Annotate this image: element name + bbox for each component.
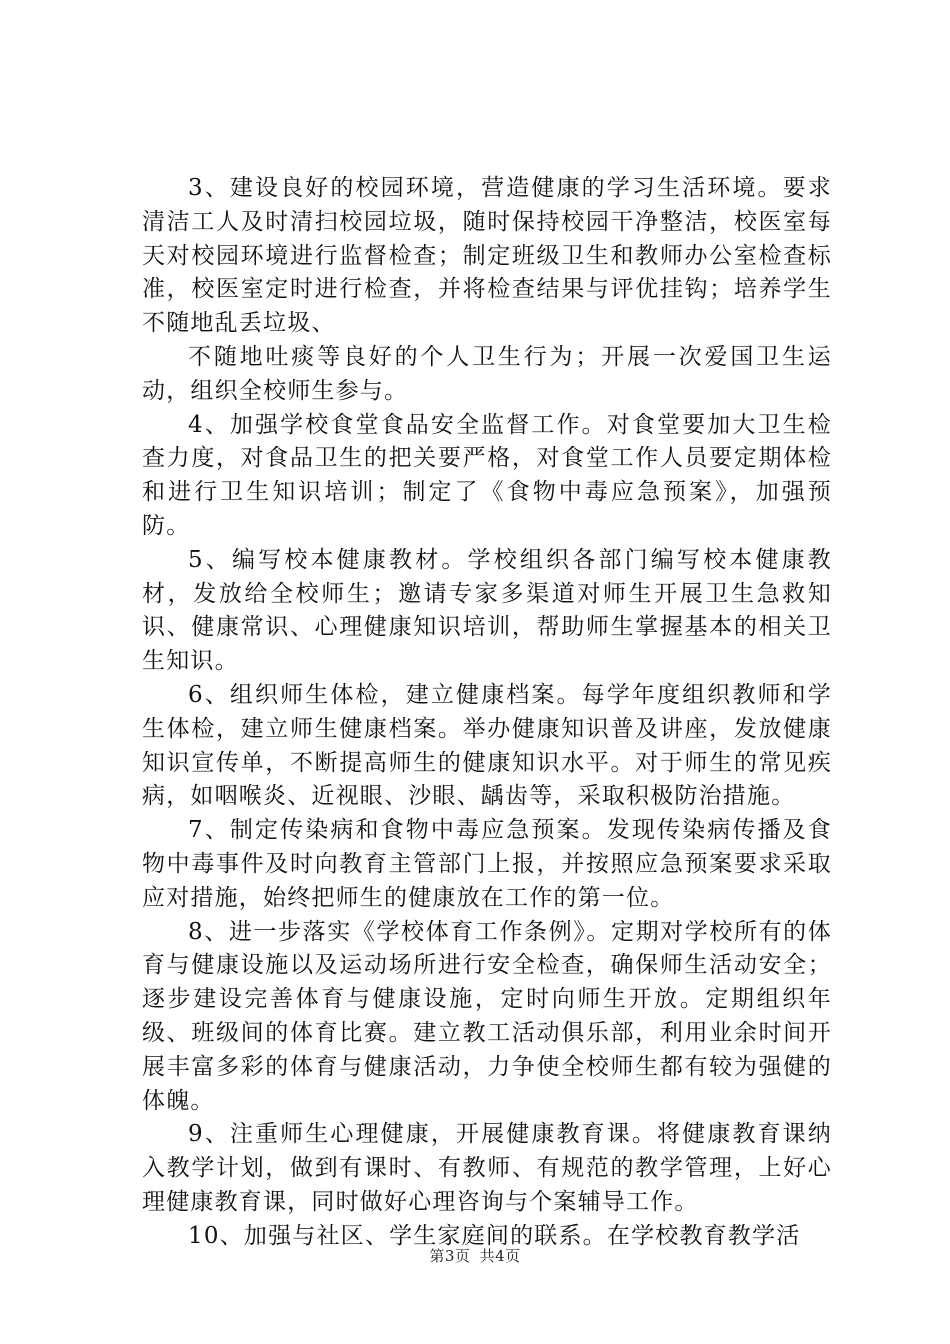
paragraph-6: 6、组织师生体检，建立健康档案。每学年度组织教师和学生体检，建立师生健康档案。举办健康知识普及讲座，发放健康知识宣传单，不断提高师生的健康知识水平。对于师生的常见疾病，如咽喉炎、近视眼、沙眼、龋齿等，采取积极防治措施。 [142,681,832,810]
document-body [142,172,832,1254]
paragraph-7: 7、制定传染病和食物中毒应急预案。发现传染病传播及食物中毒事件及时向教育主管部门上报，并按照应急预案要求采取应对措施，始终把师生的健康放在工作的第一位。 [142,817,832,911]
paragraph-3-continued: 不随地吐痰等良好的个人卫生行为；开展一次爱国卫生运动，组织全校师生参与。 [142,343,832,404]
page-number: 第3页 [429,1247,471,1265]
paragraph-5: 5、编写校本健康教材。学校组织各部门编写校本健康教材，发放给全校师生；邀请专家多渠道对师生开展卫生急救知识、健康常识、心理健康知识培训，帮助师生掌握基本的相关卫生知识。 [142,546,832,675]
paragraph-3: 3、建设良好的校园环境，营造健康的学习生活环境。要求清洁工人及时清扫校园垃圾，随时保持校园干净整洁，校医室每天对校园环境进行监督检查；制定班级卫生和教师办公室检查标准，校医室定时进行检查，并将检查结果与评优挂钩；培养学生不随地乱丢垃圾、 [142,175,832,337]
paragraph-8: 8、进一步落实《学校体育工作条例》。定期对学校所有的体育与健康设施以及运动场所进行安全检查，确保师生活动安全；逐步建设完善体育与健康设施，定时向师生开放。定期组织年级、班级间的体育比赛。建立教工活动俱乐部，利用业余时间开展丰富多彩的体育与健康活动，力争使全校师生都有较为强健的体魄。 [142,918,832,1114]
page-footer [0,1245,950,1266]
paragraph-10: 10、加强与社区、学生家庭间的联系。在学校教育教学活 [188,1222,801,1249]
page-total: 共4页 [479,1247,521,1265]
paragraph-4: 4、加强学校食堂食品安全监督工作。对食堂要加大卫生检查力度，对食品卫生的把关要严格，对食堂工作人员要定期体检和进行卫生知识培训；制定了《食物中毒应急预案》，加强预防。 [142,411,832,539]
paragraph-9: 9、注重师生心理健康，开展健康教育课。将健康教育课纳入教学计划，做到有课时、有教师、有规范的教学管理，上好心理健康教育课，同时做好心理咨询与个案辅导工作。 [142,1121,832,1215]
